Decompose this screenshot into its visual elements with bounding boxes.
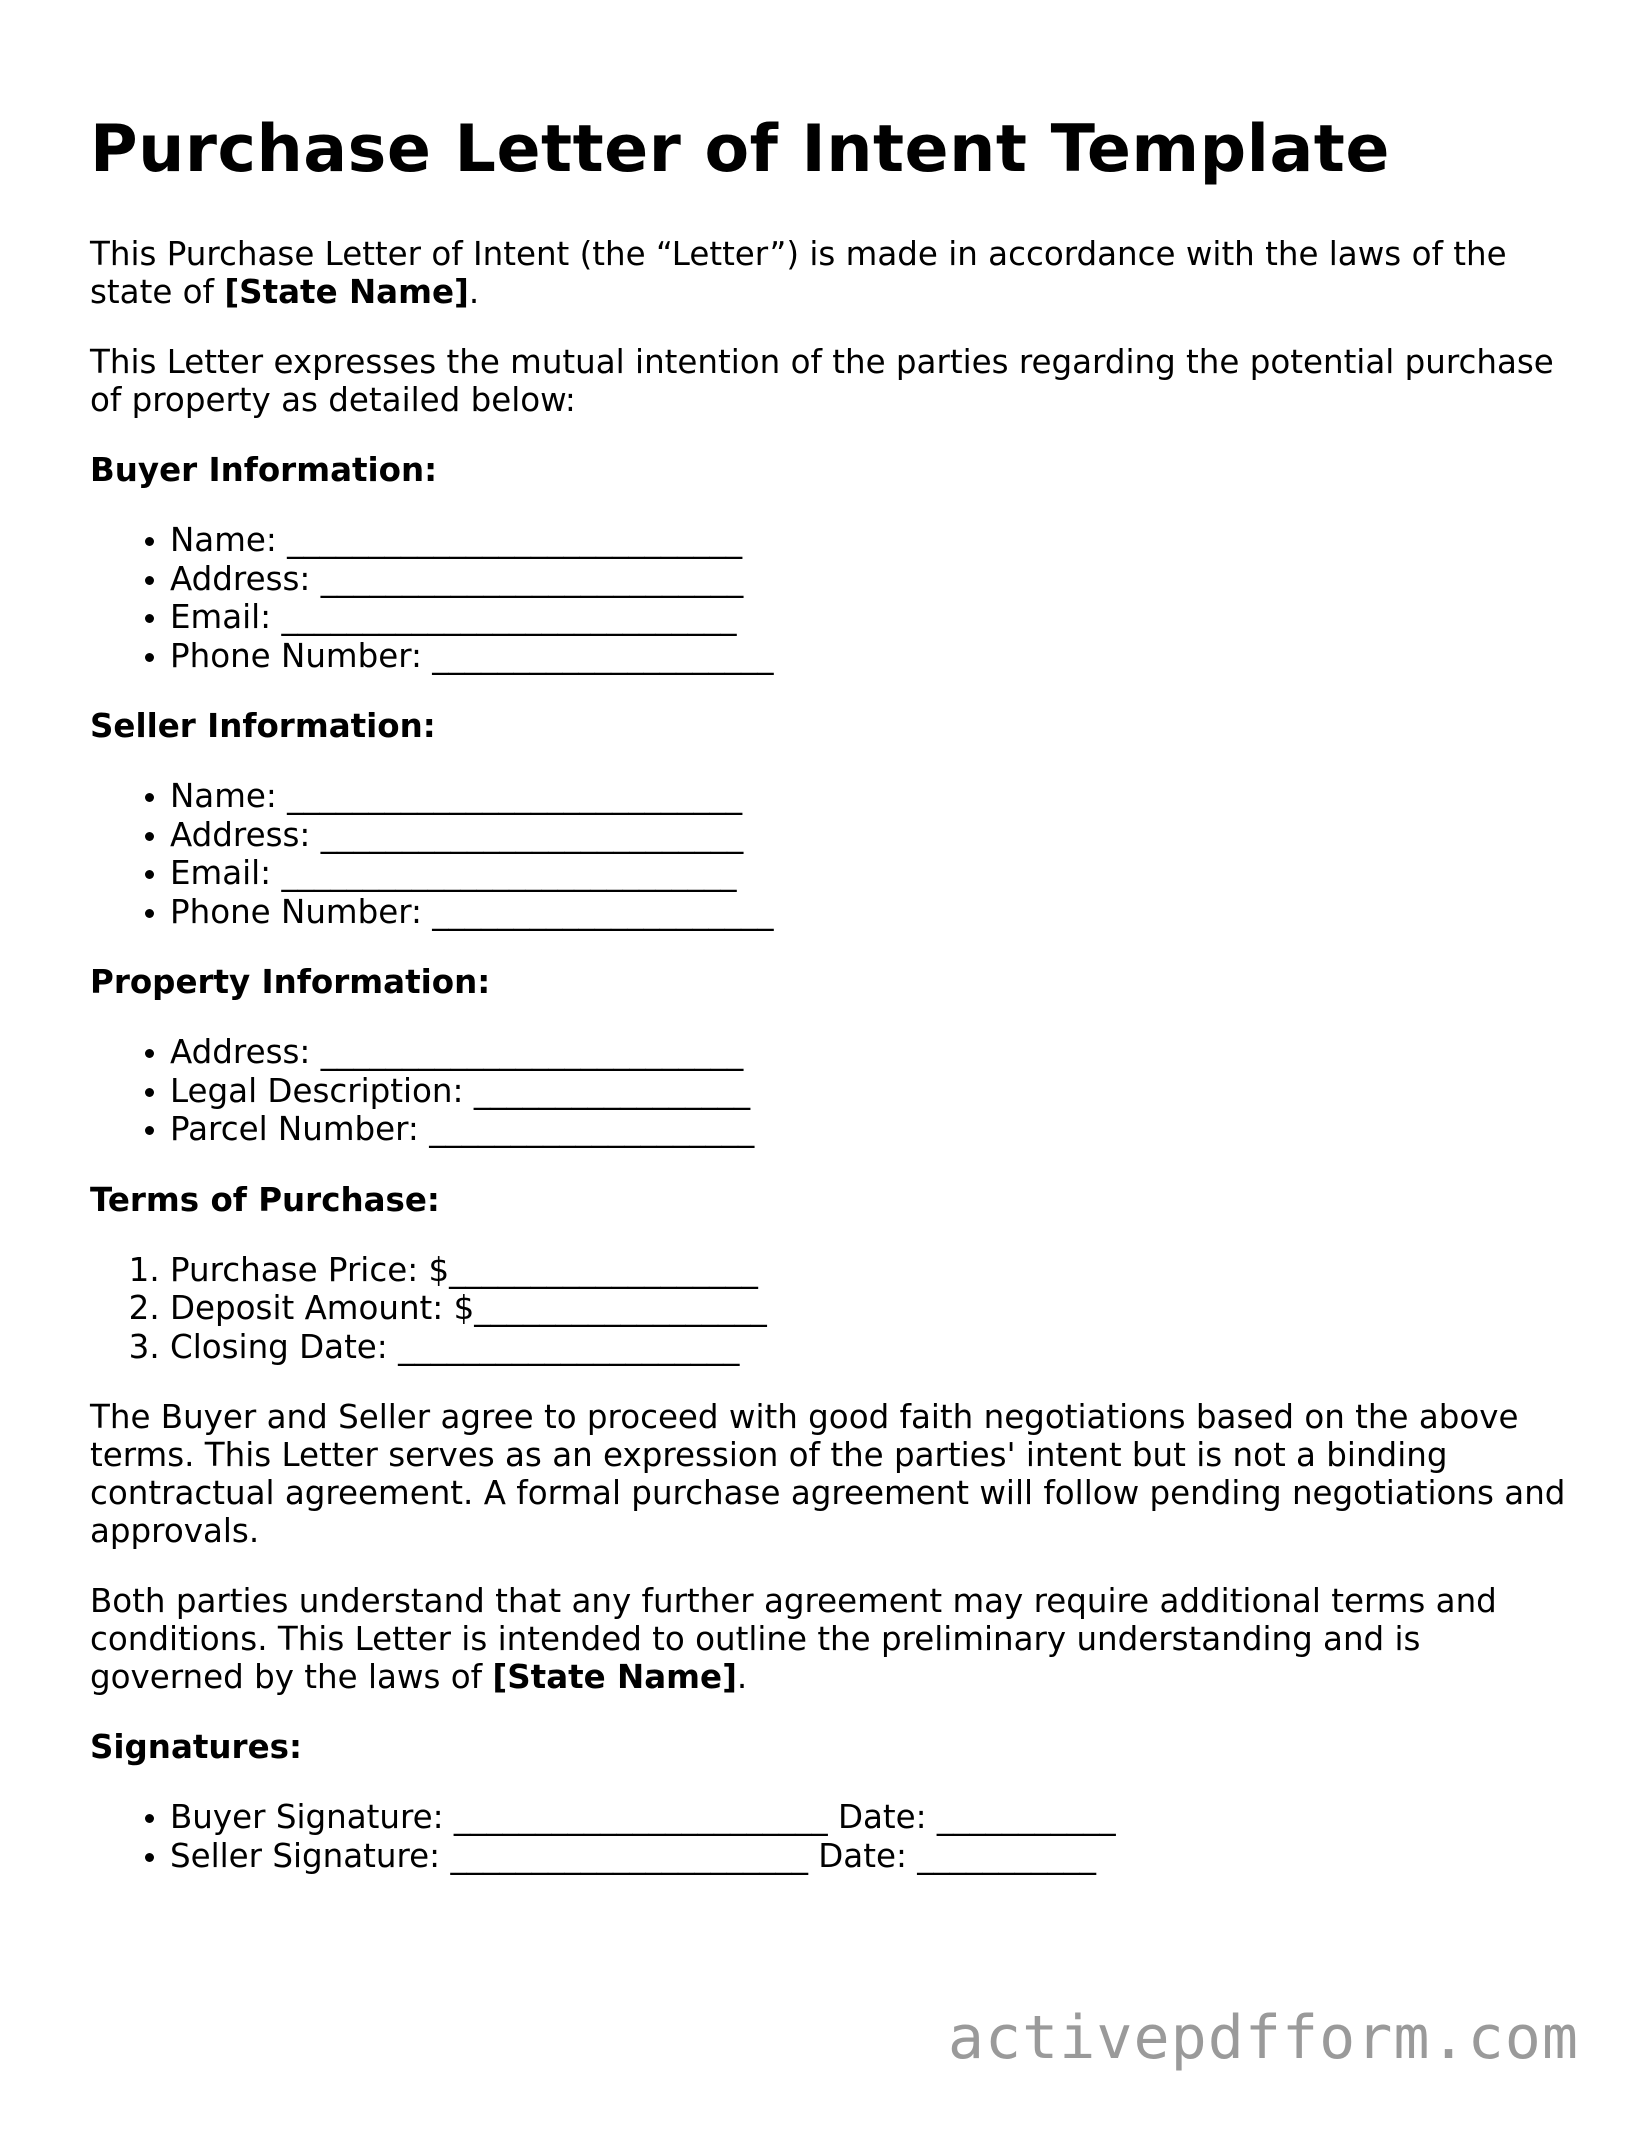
parcel-number-field[interactable]: • Parcel Number: ____________________ <box>170 1110 1570 1149</box>
terms-heading: Terms of Purchase: <box>90 1180 440 1219</box>
buyer-signature-field[interactable]: • Buyer Signature: _______________________ Date: ___________ <box>170 1798 1570 1837</box>
page-title: Purchase Letter of Intent Template <box>90 112 1390 187</box>
watermark: activepdfform.com <box>947 2003 1579 2073</box>
deposit-amount-field[interactable]: 2. Deposit Amount: $__________________ <box>170 1289 1570 1328</box>
signatures-heading: Signatures: <box>90 1728 302 1766</box>
seller-list <box>90 777 1570 931</box>
closing-paragraph-2 <box>90 1582 1570 1696</box>
buyer-name-field[interactable]: • Name: ____________________________ <box>170 521 1570 560</box>
buyer-heading: Buyer Information: <box>90 451 438 489</box>
terms-list <box>90 1251 1570 1367</box>
closing-text: Both parties understand that any further agreement may require additional terms and conditions. This Letter is intended to outline the preliminary understanding and is governed by the laws of <box>90 1582 1497 1696</box>
seller-phone-field[interactable]: • Phone Number: _____________________ <box>170 893 1570 932</box>
state-name-placeholder: [State Name] <box>224 273 469 311</box>
buyer-list <box>90 521 1570 675</box>
seller-name-field[interactable]: • Name: ____________________________ <box>170 777 1570 816</box>
closing-paragraph-1: The Buyer and Seller agree to proceed with good faith negotiations based on the above terms. This Letter serves as an expression of the parties' intent but is not a binding contractual agreement. A formal purchase agreement will follow pending negotiations and approvals. <box>90 1398 1566 1550</box>
seller-address-field[interactable]: • Address: __________________________ <box>170 816 1570 855</box>
buyer-phone-field[interactable]: • Phone Number: _____________________ <box>170 637 1570 676</box>
intro-period: . <box>468 273 480 311</box>
buyer-address-field[interactable]: • Address: __________________________ <box>170 560 1570 599</box>
seller-heading: Seller Information: <box>90 707 436 745</box>
intro-text: This Purchase Letter of Intent (the “Letter”) is made in accordance with the laws of the state of <box>90 235 1507 311</box>
document-page <box>90 110 1570 1907</box>
seller-email-field[interactable]: • Email: ____________________________ <box>170 854 1570 893</box>
seller-signature-field[interactable]: • Seller Signature: ______________________ Date: ___________ <box>170 1837 1570 1876</box>
property-list <box>90 1033 1570 1149</box>
property-address-field[interactable]: • Address: __________________________ <box>170 1033 1570 1072</box>
closing-date-field[interactable]: 3. Closing Date: _____________________ <box>170 1328 1570 1367</box>
purchase-price-field[interactable]: 1. Purchase Price: $___________________ <box>170 1251 1570 1290</box>
state-name-placeholder-2: [State Name] <box>492 1658 737 1696</box>
buyer-email-field[interactable]: • Email: ____________________________ <box>170 598 1570 637</box>
legal-description-field[interactable]: • Legal Description: _________________ <box>170 1072 1570 1111</box>
closing-period: . <box>736 1658 748 1696</box>
intro-paragraph-2: This Letter expresses the mutual intention of the parties regarding the potential purchase of property as detailed below: <box>90 343 1554 419</box>
intro-paragraph-1 <box>90 235 1570 311</box>
property-heading: Property Information: <box>90 963 491 1001</box>
signatures-list <box>90 1798 1570 1875</box>
